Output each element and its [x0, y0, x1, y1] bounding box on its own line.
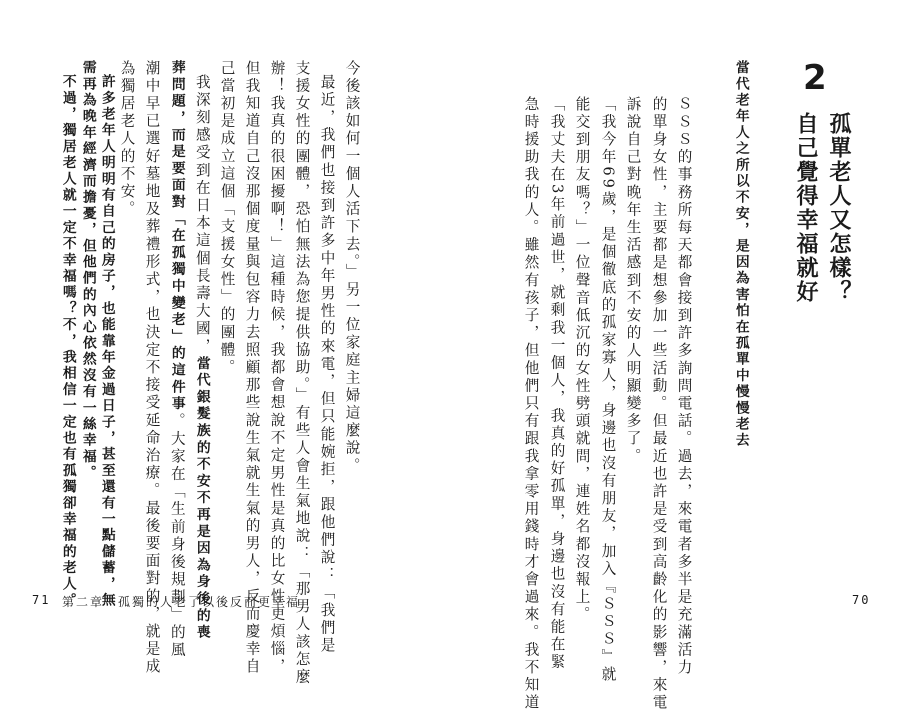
body-column: 能交到朋友嗎？」一位聲音低沉的女性劈頭就問，連姓名都沒報上。	[573, 96, 591, 624]
running-head: 第二章 孤獨的人老了以後反而更幸福	[62, 595, 301, 609]
body-column-bold: 需再為晚年經濟而擔憂，但他們的內心依然沒有一絲幸福。	[79, 60, 96, 482]
body-column-bold: 許多老年人明明有自己的房子，也能靠年金過日子，甚至還有一點儲蓄，無	[98, 74, 115, 609]
body-column: ＳＳＳ的事務所每天都會接到許多詢問電話。過去，來電者多半是充滿活力	[675, 96, 693, 677]
body-column: 辦！我真的很困擾啊！」這種時候，我都會想說不定男性是真的比女性更煩惱，	[268, 60, 286, 676]
emphasized-text: 當代銀髮族的不安不再是因為身後的喪	[193, 355, 210, 642]
left-page-number: 71	[32, 593, 51, 607]
body-column: 急時援助我的人。雖然有孩子，但他們只有跟我拿零用錢時才會過來。我不知道	[522, 96, 540, 712]
body-column: 支援女性的團體，恐怕無法為您提供協助。」有些人會生氣地說：「那男人該怎麼	[293, 60, 311, 687]
chapter-number: 2	[803, 58, 827, 98]
body-column: 但我知道自己沒那個度量與包容力去照顧那些說生氣就生氣的男人，反而慶幸自	[243, 60, 261, 676]
body-column: 葬問題，而是要面對「在孤獨中變老」的這件事。大家在「生前身後規劃」的風	[168, 60, 186, 660]
body-column: 己當初是成立這個「支援女性」的團體。	[218, 60, 236, 377]
right-page-number: 70	[852, 593, 871, 607]
chapter-subtitle: 當代老年人之所以不安，是因為害怕在孤單中慢慢老去	[732, 60, 749, 449]
body-column-bold: 不過，獨居老人就一定不幸福嗎？不，我相信一定也有孤獨卻幸福的老人。	[59, 74, 76, 609]
chapter-title-line-1: 孤單老人又怎樣？	[826, 112, 851, 304]
emphasized-text: 葬問題，而是要面對「在孤獨中變老」的這件事	[168, 60, 185, 413]
body-column: 為獨居老人的不安。	[118, 60, 136, 219]
body-column: 今後該如何一個人活下去。」另一位家庭主婦這麼說。	[343, 60, 361, 476]
body-column: 我深刻感受到在日本這個長壽大國，當代銀髮族的不安不再是因為身後的喪	[193, 74, 211, 642]
body-column: 訴說自己對晚年生活感到不安的人明顯變多了。	[624, 96, 642, 466]
body-column: 「我丈夫在3年前過世，就剩我一個人，我真的好孤單，身邊也沒有能在緊	[548, 96, 566, 672]
body-column: 的單身女性，主要都是想參加一些活動。但最近也許是受到高齡化的影響，來電	[650, 96, 668, 712]
body-column: 「我今年69歲，是個徹底的孤家寡人，身邊也沒有朋友，加入『ＳＳＳ』就	[599, 96, 617, 684]
chapter-title-line-2: 自己覺得幸福就好	[793, 112, 818, 304]
body-column: 潮中早已選好墓地及葬禮形式，也決定不接受延命治療。最後要面對的，就是成	[143, 60, 161, 676]
body-column: 最近，我們也接到許多中年男性的來電，但只能婉拒，跟他們說：「我們是	[318, 74, 336, 655]
